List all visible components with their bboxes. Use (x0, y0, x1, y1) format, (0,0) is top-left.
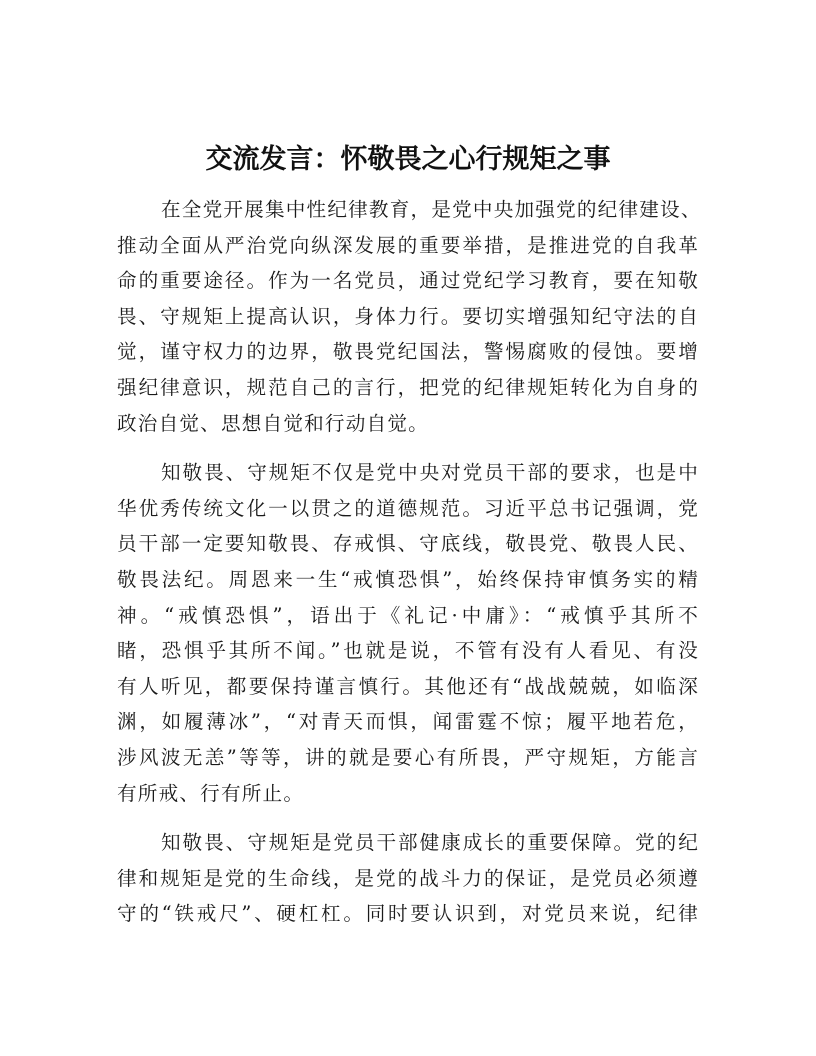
text-line: 睹，恐惧乎其所不闻。”也就是说，不管有没有人看见、有没 (117, 639, 699, 663)
text-line: 知敬畏、守规矩是党员干部健康成长的重要保障。党的纪 (161, 831, 699, 855)
text-line: 命的重要途径。作为一名党员，通过党纪学习教育，要在知敬 (117, 269, 699, 293)
text-line: 畏、守规矩上提高认识，身体力行。要切实增强知纪守法的自 (117, 304, 699, 328)
paragraph-3 (117, 825, 699, 932)
document-title: 交流发言：怀敬畏之心行规矩之事 (205, 144, 611, 175)
text-line: 敬畏法纪。周恩来一生“戒慎恐惧”，始终保持审慎务实的精 (117, 567, 699, 591)
text-line: 涉风波无恙”等等，讲的就是要心有所畏，严守规矩，方能言 (117, 745, 699, 769)
text-line: 守的“铁戒尺”、硬杠杠。同时要认识到，对党员来说，纪律 (117, 902, 699, 926)
text-line: 觉，谨守权力的边界，敬畏党纪国法，警惕腐败的侵蚀。要增 (117, 340, 699, 364)
text-line: 神。“戒慎恐惧”，语出于《礼记·中庸》：“戒慎乎其所不 (117, 603, 699, 627)
text-line: 律和规矩是党的生命线，是党的战斗力的保证，是党员必须遵 (117, 866, 699, 890)
paragraph-2 (117, 455, 699, 811)
text-line: 华优秀传统文化一以贯之的道德规范。习近平总书记强调，党 (117, 496, 699, 520)
text-line: 推动全面从严治党向纵深发展的重要举措，是推进党的自我革 (117, 233, 699, 257)
paragraph-1 (117, 192, 702, 441)
text-line: 在全党开展集中性纪律教育，是党中央加强党的纪律建设、 (161, 198, 702, 221)
text-line: 渊，如履薄冰”，“对青天而惧，闻雷霆不惊；履平地若危， (117, 710, 699, 734)
text-line: 有所戒、行有所止。 (117, 781, 305, 805)
document-body (117, 192, 702, 946)
text-line: 强纪律意识，规范自己的言行，把党的纪律规矩转化为自身的 (117, 375, 699, 399)
text-line: 政治自觉、思想自觉和行动自觉。 (117, 411, 429, 435)
text-line: 知敬畏、守规矩不仅是党中央对党员干部的要求，也是中 (161, 461, 699, 485)
text-line: 有人听见，都要保持谨言慎行。其他还有“战战兢兢，如临深 (117, 674, 699, 698)
text-line: 员干部一定要知敬畏、存戒惧、守底线，敬畏党、敬畏人民、 (117, 532, 699, 556)
